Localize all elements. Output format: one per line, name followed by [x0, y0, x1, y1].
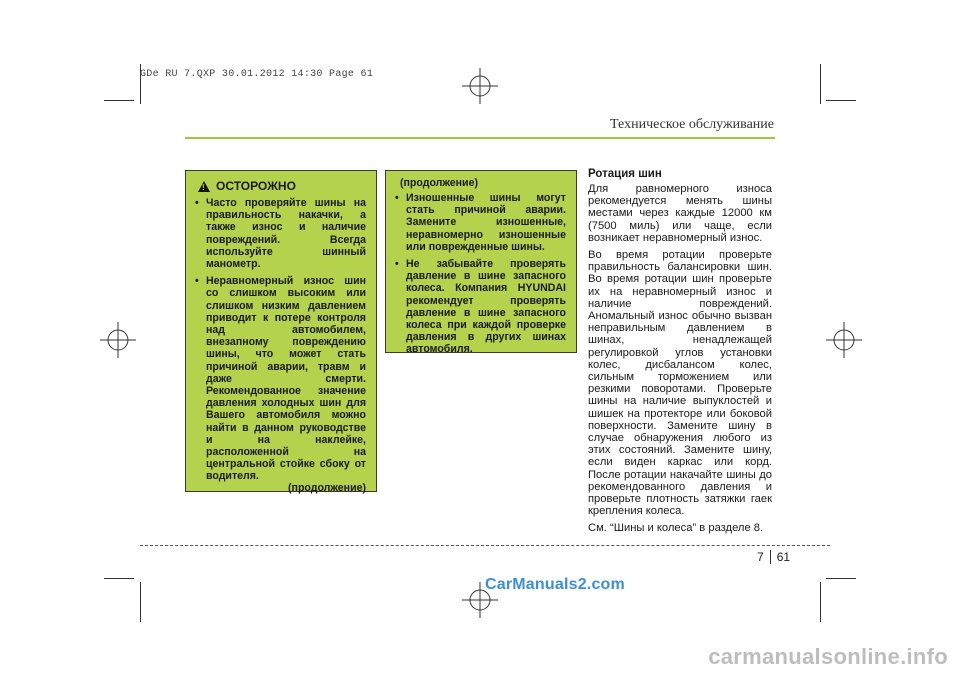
footer-rule	[140, 545, 830, 546]
warning-heading-text: ОСТОРОЖНО	[216, 179, 296, 193]
continued-label: (продолжение)	[400, 177, 478, 189]
crop-mark	[104, 100, 134, 101]
title-rule	[185, 137, 775, 139]
warning-list	[192, 197, 366, 483]
crop-mark	[820, 64, 821, 104]
warning-item: • Неравномерный износ шин со слишком высоким или слишком низким давлением приводит к потере контроля над автомобилем, внезапному повреждению шины, что может стать причиной аварии, травм и даже смерти. Рекомендованное значение давления холодных шин для Вашего автомобиля можно найти в данном руководстве и на наклейке, расположенной на центральной стойке сбоку от водителя.	[192, 275, 366, 482]
continued-label: (продолжение)	[288, 481, 366, 494]
registration-mark-icon	[462, 68, 498, 104]
watermark-logo: CarManuals2.com	[485, 576, 625, 593]
crop-mark	[820, 582, 821, 622]
print-slug: GDe RU 7.QXP 30.01.2012 14:30 Page 61	[140, 69, 374, 80]
article-paragraph: Во время ротации проверьте правильность балансировки шин. Во время ротации шин проверьте их на неравномерный износ и наличие повреждений. Аномальный износ обычно вызван неправильным давлением в шинах, ненадлежащей регулировкой углов установки колес, дисбалансом колес, сильным торможением или резкими поворотами. Проверьте шины на наличие выпуклостей и шишек на протекторе или боковой поверхности. Замените шину в случае обнаружения любого из этих состояний. Замените шину, если виден каркас или корд. После ротации накачайте шины до рекомендованного давления и проверьте плотность затяжки гаек крепления колеса.	[588, 249, 772, 518]
page-number	[757, 550, 790, 564]
article-paragraph: См. “Шины и колеса” в разделе 8.	[588, 522, 764, 535]
warning-box-continued	[385, 170, 577, 356]
article-heading: Ротация шин	[588, 168, 662, 180]
crop-mark	[826, 578, 856, 579]
registration-mark-icon	[826, 322, 862, 358]
registration-mark-icon	[100, 322, 136, 358]
chapter-number: 7	[757, 550, 764, 564]
warning-item: • Часто проверяйте шины на правильность накачки, а также износ и наличие повреждений. Всегда используйте шинный манометр.	[192, 197, 366, 270]
crop-mark	[104, 578, 134, 579]
watermark-footer: carmanualsonline.info	[708, 644, 948, 669]
article	[588, 168, 772, 540]
section-title: Техническое обслуживание	[610, 117, 774, 132]
crop-mark	[140, 582, 141, 622]
page-number-value: 61	[776, 550, 791, 564]
warning-box	[185, 170, 377, 492]
warning-item: • Изношенные шины могут стать причиной аварии. Замените изношенные, неравномерно изношенные или поврежденные шины.	[392, 192, 566, 253]
warning-heading	[198, 179, 366, 193]
warning-triangle-icon: !	[198, 181, 210, 192]
page-number-divider	[770, 550, 771, 564]
warning-list	[392, 192, 566, 356]
article-paragraph: Для равномерного износа рекомендуется менять шины местами через каждые 12000 км (7500 миль) или чаще, если возникает неравномерный износ.	[588, 183, 772, 244]
warning-item: • Не забывайте проверять давление в шине запасного колеса. Компания HYUNDAI рекомендует проверять давление в шине запасного колеса при каждой проверке давления в других шинах автомобиля.	[392, 258, 566, 356]
crop-mark	[826, 100, 856, 101]
